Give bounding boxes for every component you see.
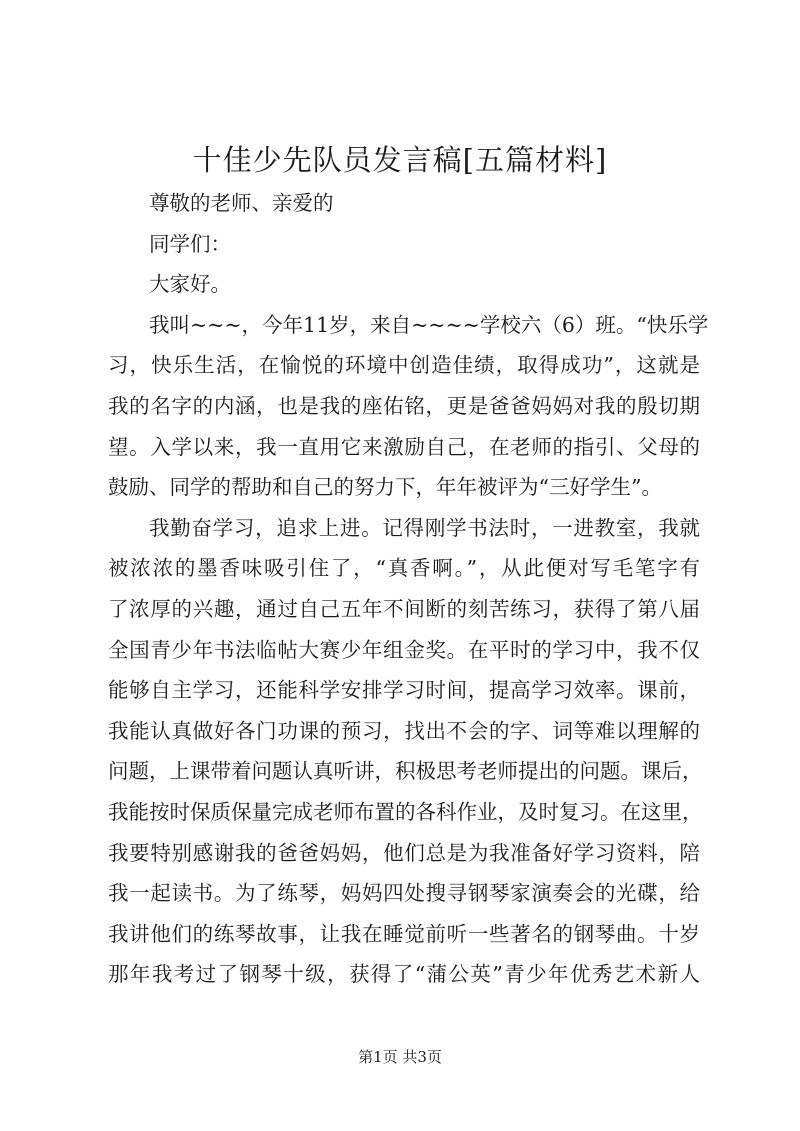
body-line: 大家好。 — [149, 272, 231, 297]
body-line: 那年我考过了钢琴十级，获得了“蒲公英”青少年优秀艺术新人 — [108, 962, 700, 987]
body-line: 我讲他们的练琴故事，让我在睡觉前听一些著名的钢琴曲。十岁 — [108, 921, 700, 946]
body-line: 问题，上课带着问题认真听讲，积极思考老师提出的问题。课后， — [108, 759, 703, 784]
body-line: 了浓厚的兴趣，通过自己五年不间断的刻苦练习，获得了第八届 — [108, 596, 700, 621]
page-footer: 第1页 共3页 — [358, 1048, 442, 1066]
body-line: 我一起读书。为了练琴，妈妈四处搜寻钢琴家演奏会的光碟，给 — [108, 881, 700, 906]
body-line: 被浓浓的墨香味吸引住了，“真香啊。”，从此便对写毛笔字有 — [108, 556, 700, 581]
body-line: 我勤奋学习，追求上进。记得刚学书法时，一进教室，我就 — [149, 515, 700, 540]
body-line: 我能按时保质保量完成老师布置的各科作业，及时复习。在这里， — [108, 799, 703, 824]
document-title: 十佳少先队员发言稿[五篇材料] — [192, 143, 608, 177]
document-body — [108, 183, 709, 995]
body-line: 我要特别感谢我的爸爸妈妈，他们总是为我准备好学习资料，陪 — [108, 840, 700, 865]
body-line: 我叫~~~，今年11岁，来自~~~~学校六（6）班。“快乐学 — [149, 312, 709, 337]
body-line: 能够自主学习，还能科学安排学习时间，提高学习效率。课前， — [108, 678, 700, 703]
body-line: 我能认真做好各门功课的预习，找出不会的字、词等难以理解的 — [108, 718, 700, 743]
body-line: 我的名字的内涵，也是我的座佑铭，更是爸爸妈妈对我的殷切期 — [108, 393, 700, 418]
body-line: 鼓励、同学的帮助和自己的努力下，年年被评为“三好学生”。 — [108, 475, 662, 500]
body-line: 同学们： — [149, 231, 231, 256]
body-line: 习，快乐生活，在愉悦的环境中创造佳绩，取得成功”，这就是 — [108, 353, 700, 378]
body-line: 尊敬的老师、亲爱的 — [149, 191, 334, 215]
body-line: 全国青少年书法临帖大赛少年组金奖。在平时的学习中，我不仅 — [108, 637, 700, 662]
body-line: 望。入学以来，我一直用它来激励自己，在老师的指引、父母的 — [108, 434, 700, 459]
